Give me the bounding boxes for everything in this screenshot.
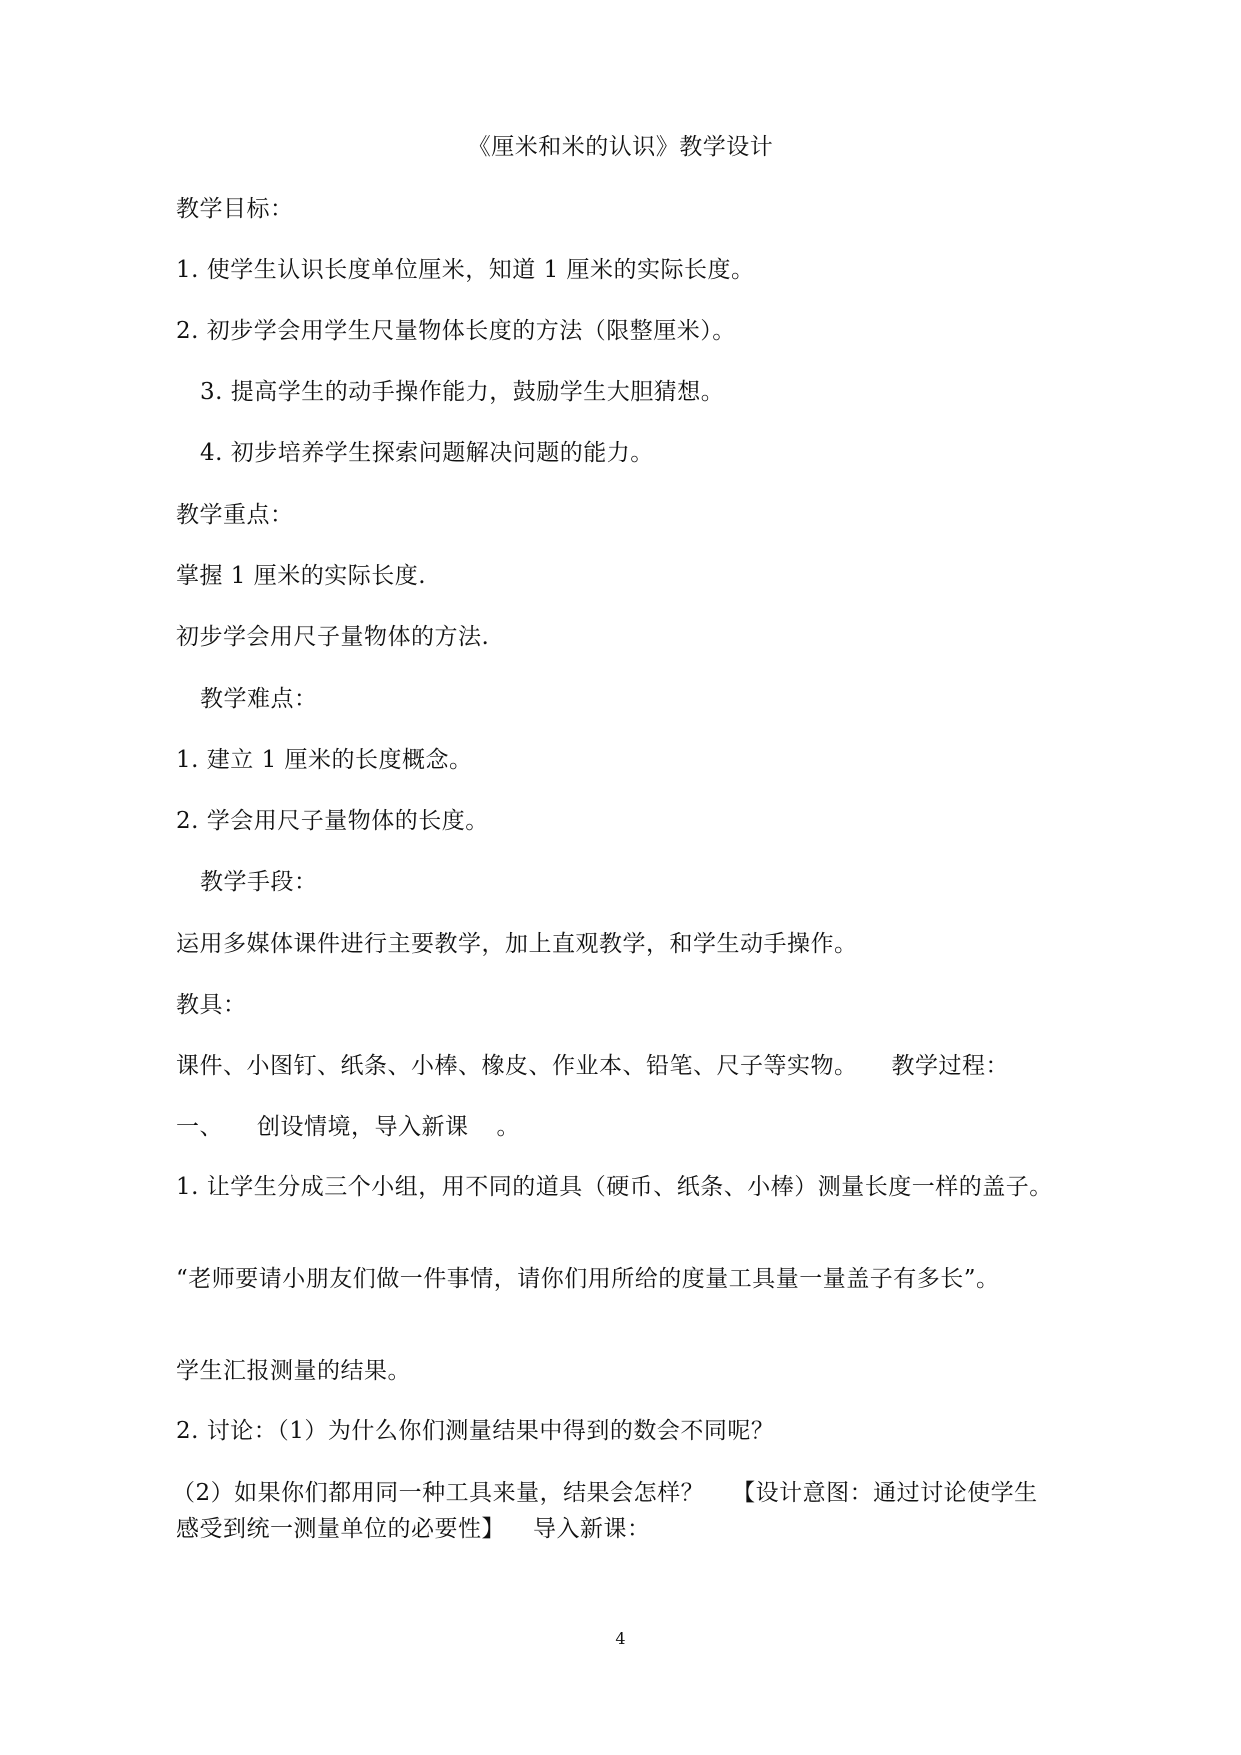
- key-point-item-2: 初步学会用尺子量物体的方法.: [176, 624, 490, 650]
- objectives-heading: 教学目标：: [176, 196, 294, 222]
- objective-item-4: 4. 初步培养学生探索问题解决问题的能力。: [200, 440, 654, 466]
- methods-text: 运用多媒体课件进行主要教学，加上直观教学，和学生动手操作。: [176, 931, 858, 957]
- difficulty-item-2: 2. 学会用尺子量物体的长度。: [176, 808, 489, 834]
- section-1-end: 。: [496, 1114, 520, 1140]
- key-points-heading: 教学重点：: [176, 502, 294, 528]
- section-1-number: 一、: [176, 1114, 223, 1140]
- objective-item-2: 2. 初步学会用学生尺量物体长度的方法（限整厘米）。: [176, 318, 736, 344]
- intro-new-lesson: 导入新课：: [533, 1516, 651, 1542]
- process-step-2: 2. 讨论：（1）为什么你们测量结果中得到的数会不同呢？: [176, 1418, 775, 1444]
- tools-text: 课件、小图钉、纸条、小棒、橡皮、作业本、铅笔、尺子等实物。: [176, 1053, 858, 1079]
- objective-item-1: 1. 使学生认识长度单位厘米，知道 1 厘米的实际长度。: [176, 257, 755, 283]
- process-heading: 教学过程：: [891, 1053, 1009, 1079]
- section-1-heading: [176, 1112, 520, 1142]
- teacher-quote: “老师要请小朋友们做一件事情，请你们用所给的度量工具量一量盖子有多长”。: [176, 1266, 1000, 1292]
- page-number: 4: [615, 1629, 626, 1648]
- design-intent-part-2: 感受到统一测量单位的必要性】: [176, 1516, 505, 1542]
- process-step-2b-line: [172, 1478, 1038, 1508]
- methods-heading: 教学手段：: [200, 869, 318, 895]
- tools-heading: 教具：: [176, 992, 247, 1018]
- objective-item-3: 3. 提高学生的动手操作能力，鼓励学生大胆猜想。: [200, 379, 725, 405]
- difficulty-item-1: 1. 建立 1 厘米的长度概念。: [176, 747, 473, 773]
- document-title: 《厘米和米的认识》教学设计: [467, 134, 774, 160]
- section-1-title: 创设情境，导入新课: [257, 1114, 469, 1140]
- key-point-item-1: 掌握 1 厘米的实际长度.: [176, 563, 427, 589]
- design-intent-line-2: [176, 1514, 651, 1544]
- design-intent-part-1: 【设计意图：通过讨论使学生: [732, 1480, 1038, 1506]
- difficulties-heading: 教学难点：: [200, 686, 318, 712]
- student-report: 学生汇报测量的结果。: [176, 1358, 411, 1384]
- tools-line: [176, 1051, 1009, 1081]
- process-step-2b: （2）如果你们都用同一种工具来量，结果会怎样？: [172, 1480, 705, 1506]
- process-step-1: 1. 让学生分成三个小组，用不同的道具（硬币、纸条、小棒）测量长度一样的盖子。: [176, 1174, 1053, 1200]
